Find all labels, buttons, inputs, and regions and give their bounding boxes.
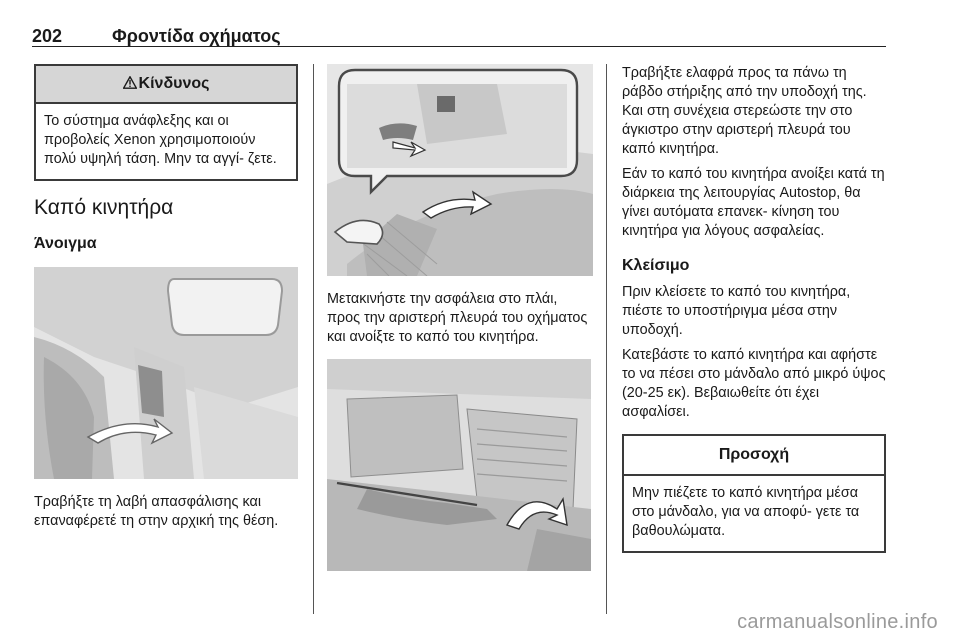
page-number: 202	[32, 26, 63, 46]
text-autostop: Εάν το καπό του κινητήρα ανοίξει κατά τη διάρκεια της λειτουργίας Autostop, θα γίνει αυτόματα επανεκ- κίνηση του κινητήρα για λόγους ασφαλείας.	[622, 166, 885, 239]
subheading-close: Κλείσιμο	[622, 257, 690, 274]
figure-support-rod	[327, 359, 591, 571]
page-title: Φροντίδα οχήματος	[112, 26, 281, 46]
column-2	[327, 64, 593, 571]
page-header	[32, 6, 886, 47]
warning-triangle-icon	[123, 76, 137, 92]
text-close-2: Κατεβάστε το καπό κινητήρα και αφήστε το να πέσει στο μάνδαλο από μικρό ύψος (20-25 εκ). Βεβαιωθείτε ότι έχει ασφαλίσει.	[622, 347, 886, 420]
watermark: carmanualsonline.info	[737, 611, 938, 633]
danger-box-title: Κίνδυνος	[138, 75, 210, 92]
caution-box-text: Μην πιέζετε το καπό κινητήρα μέσα στο μάνδαλο, για να αποφύ- γετε τα βαθουλώματα.	[632, 485, 860, 539]
danger-box	[34, 64, 298, 181]
section-heading: Καπό κινητήρα	[34, 196, 174, 219]
danger-box-header	[36, 66, 296, 104]
column-divider-2	[606, 64, 607, 614]
caution-box	[622, 434, 886, 553]
text-close-1: Πριν κλείσετε το καπό του κινητήρα, πιέστε το υποστήριγμα μέσα στην υποδοχή.	[622, 284, 851, 338]
column-1	[34, 64, 298, 531]
figure-release-lever	[34, 267, 298, 479]
figure-safety-catch	[327, 64, 593, 276]
text-pull-rod: Τραβήξτε ελαφρά προς τα πάνω τη ράβδο στήριξης από την υποδοχή της. Και στη συνέχεια στερεώστε την στο άγκιστρο στην αριστερή πλευρά του καπό κινητήρα.	[622, 65, 867, 157]
danger-box-text: Το σύστημα ανάφλεξης και οι προβολείς Xenon χρησιμοποιούν πολύ υψηλή τάση. Μην τα αγγί- ζετε.	[44, 113, 277, 167]
column-divider-1	[313, 64, 314, 614]
column-3	[622, 64, 886, 553]
caution-box-title: Προσοχή	[624, 436, 884, 476]
text-pull-lever: Τραβήξτε τη λαβή απασφάλισης και επαναφέρετέ τη στην αρχική της θέση.	[34, 494, 279, 529]
text-move-catch: Μετακινήστε την ασφάλεια στο πλάι, προς την αριστερή πλευρά του οχήματος και ανοίξτε το καπό του κινητήρα.	[327, 291, 588, 345]
subheading-open: Άνοιγμα	[34, 235, 97, 252]
